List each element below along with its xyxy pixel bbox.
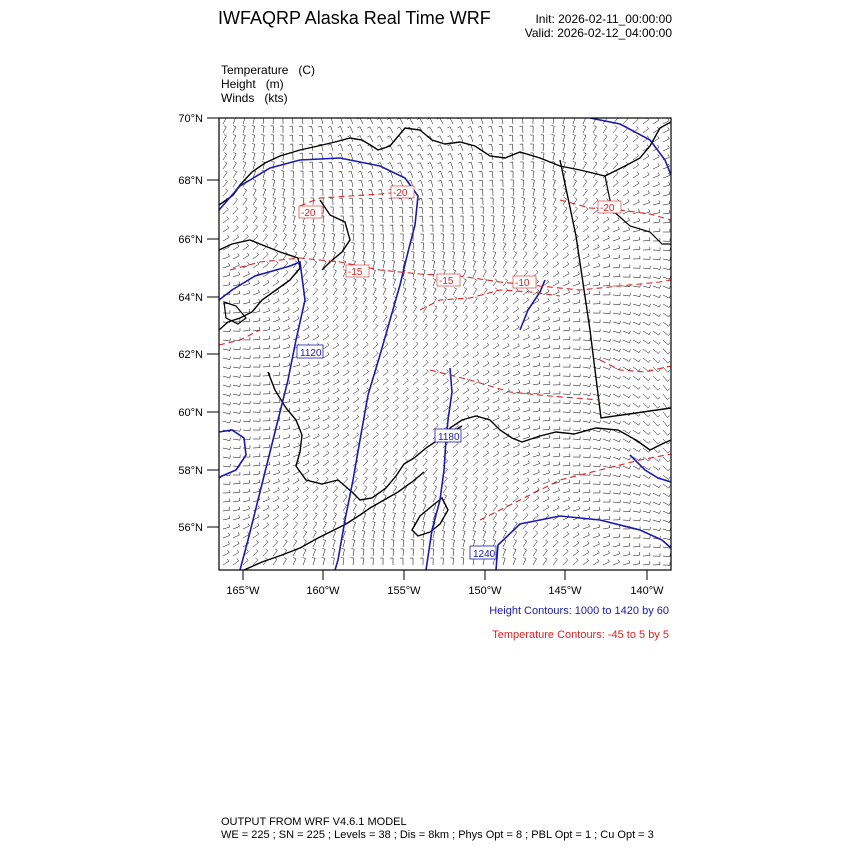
model-info: OUTPUT FROM WRF V4.6.1 MODEL	[221, 816, 407, 828]
latitude-label: 68°N	[178, 175, 203, 187]
field-unit: (C)	[298, 63, 316, 77]
map-title: IWFAQRP Alaska Real Time WRF	[218, 8, 491, 28]
latitude-label: 66°N	[178, 234, 203, 246]
longitude-label: 165°W	[226, 585, 260, 597]
temperature-label: -15	[348, 267, 363, 278]
longitude-label: 150°W	[468, 585, 502, 597]
temperature-label: -20	[600, 203, 615, 214]
legend-temperature-contours: Temperature Contours: -45 to 5 by 5	[492, 629, 669, 641]
legend-height-contours: Height Contours: 1000 to 1420 by 60	[489, 605, 669, 617]
model-options: WE = 225 ; SN = 225 ; Levels = 38 ; Dis = 8km ; Phys Opt = 8 ; PBL Opt = 1 ; Cu Opt = 3	[221, 829, 654, 841]
field-unit: (m)	[265, 77, 284, 91]
latitude-label: 60°N	[178, 407, 203, 419]
field-name: Winds	[221, 91, 255, 105]
longitude-labels	[226, 585, 664, 597]
longitude-label: 140°W	[630, 585, 664, 597]
temperature-label: -10	[515, 278, 530, 289]
latitude-label: 62°N	[178, 349, 203, 361]
latitude-label: 56°N	[178, 522, 203, 534]
temperature-label: -20	[301, 208, 316, 219]
valid-time: Valid: 2026-02-12_04:00:00	[524, 26, 672, 40]
init-time: Init: 2026-02-11_00:00:00	[535, 12, 672, 26]
latitude-label: 58°N	[178, 465, 203, 477]
longitude-label: 155°W	[387, 585, 421, 597]
height-label: 1240	[473, 549, 496, 560]
field-name: Temperature	[221, 63, 289, 77]
field-unit: (kts)	[264, 91, 288, 105]
temperature-label: -15	[439, 276, 454, 287]
longitude-label: 145°W	[548, 585, 582, 597]
latitude-label: 70°N	[178, 113, 203, 125]
longitude-label: 160°W	[306, 585, 340, 597]
latitude-label: 64°N	[178, 292, 203, 304]
field-name: Height	[221, 77, 256, 91]
latitude-labels	[178, 113, 203, 534]
height-label: 1180	[438, 432, 460, 443]
temperature-label: -20	[393, 188, 408, 199]
height-label: 1120	[300, 348, 322, 359]
